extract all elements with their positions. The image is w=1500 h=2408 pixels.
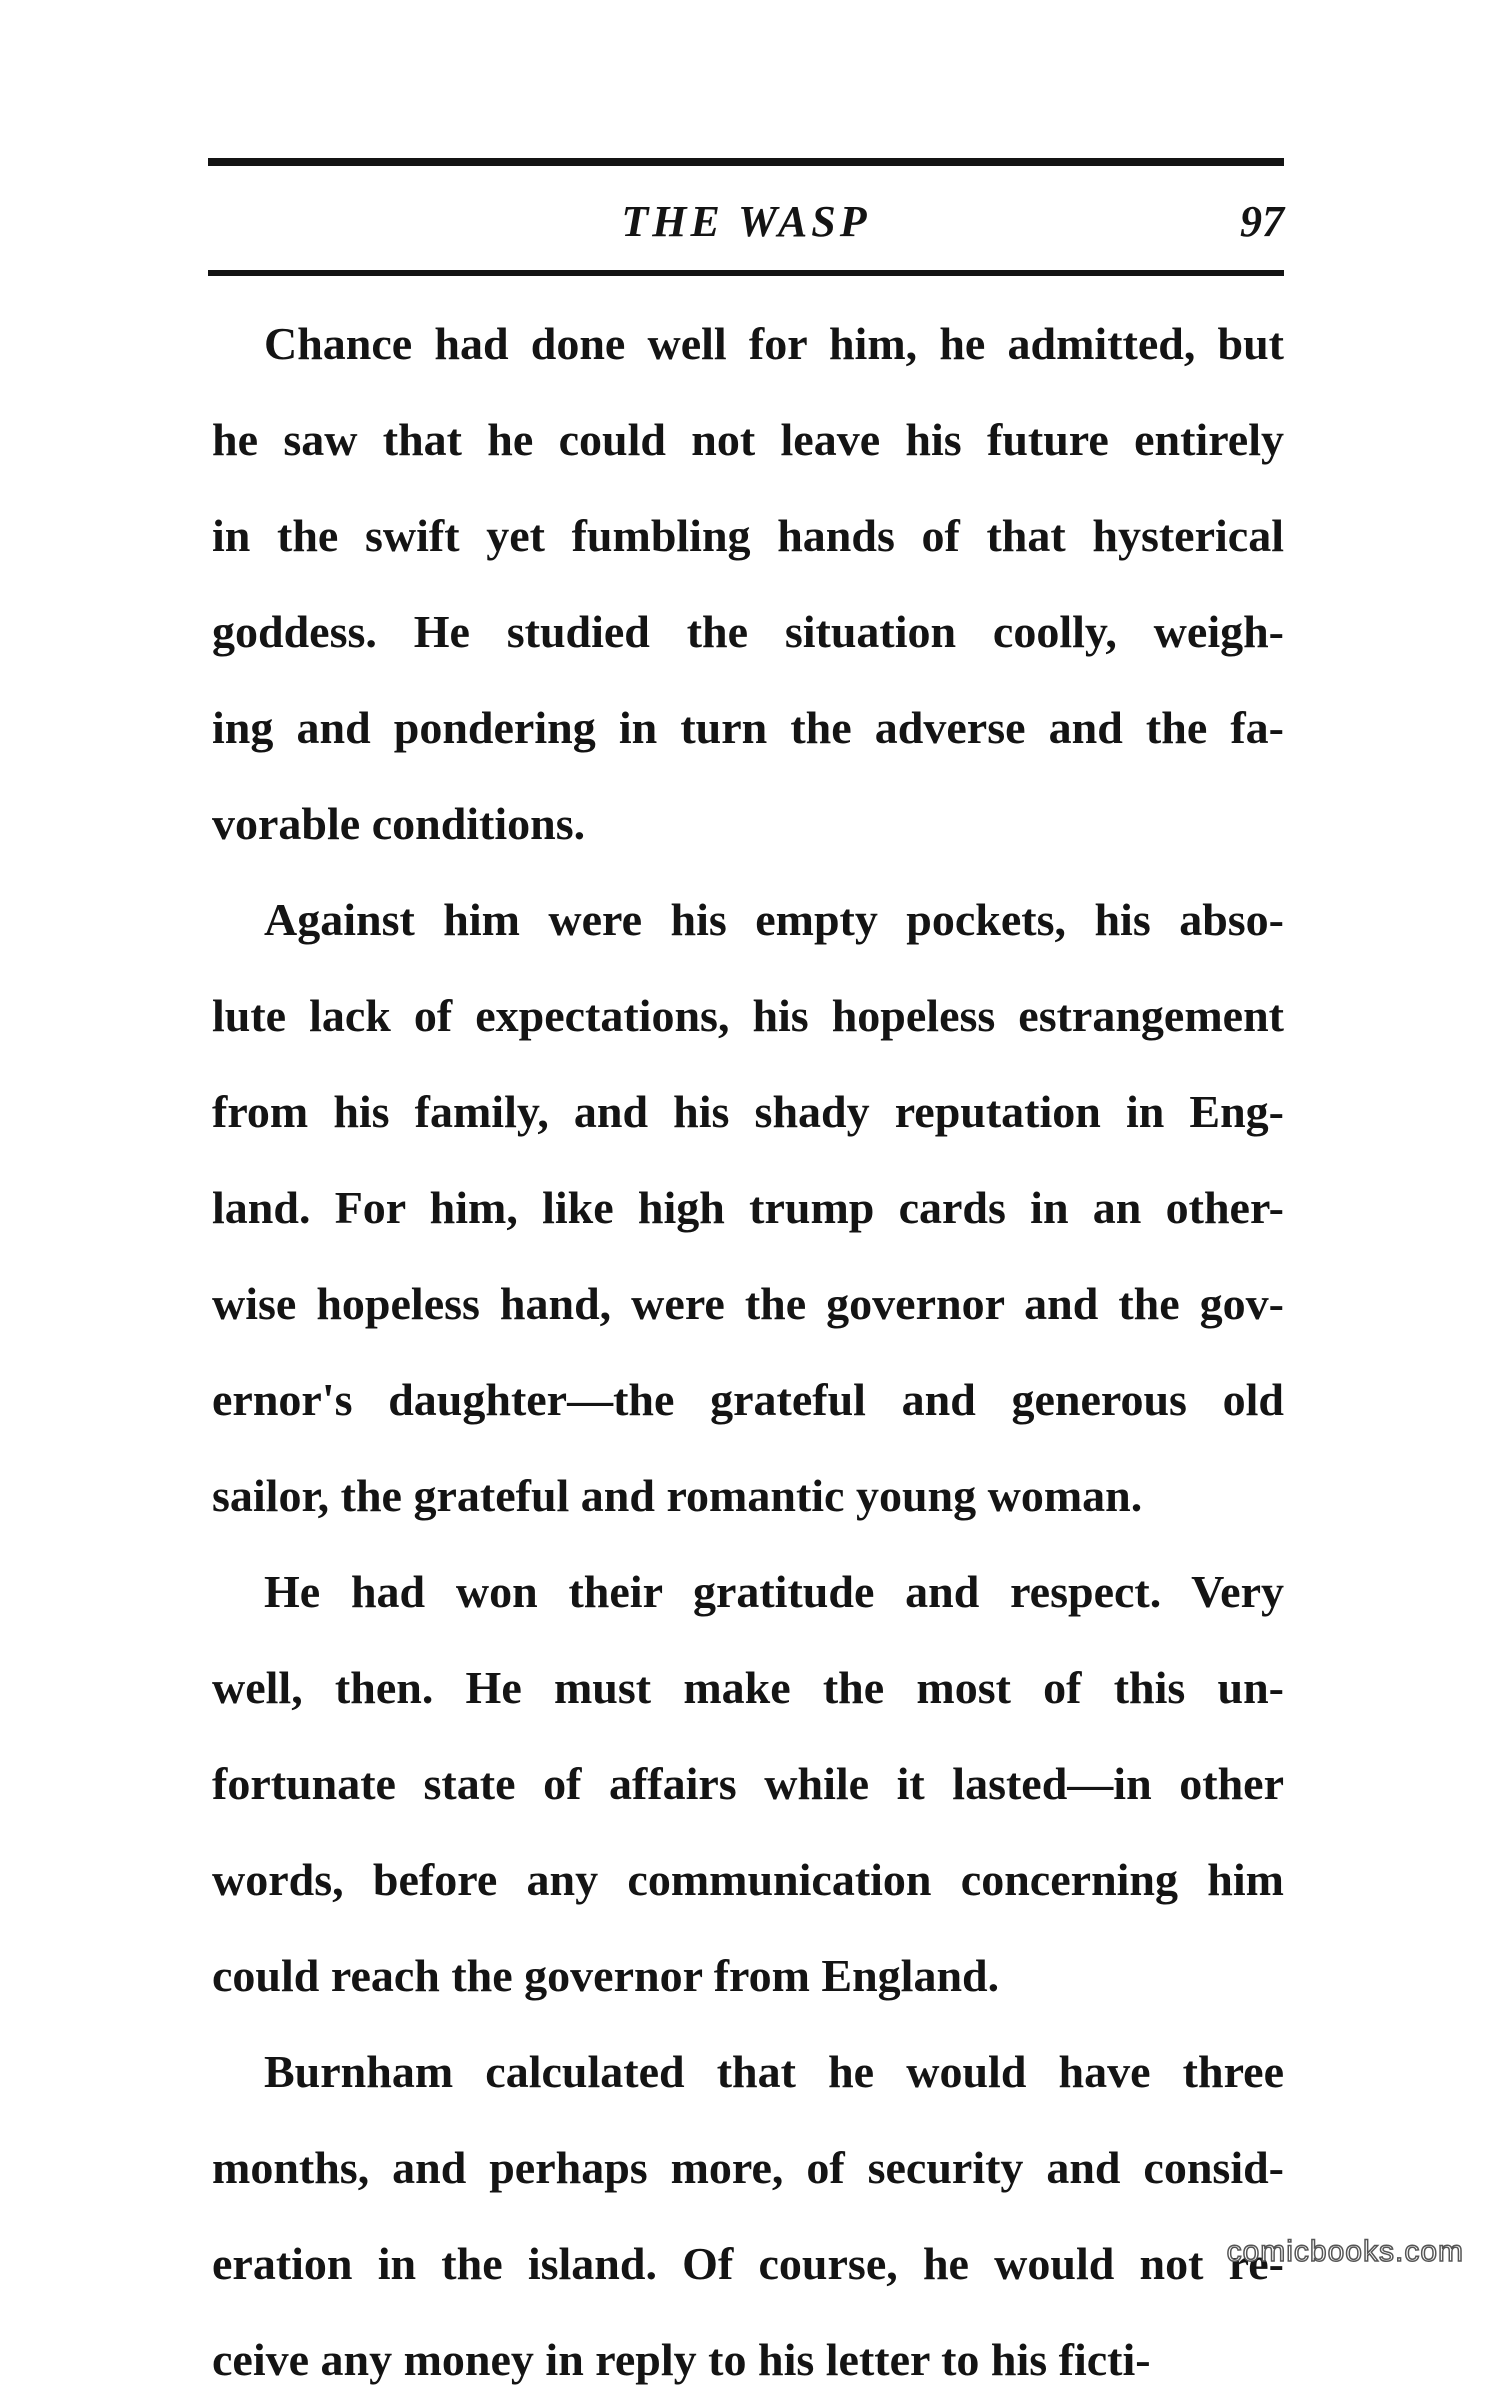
text-line: ernor's daughter—the grateful and generous old xyxy=(212,1374,1284,1425)
paragraph xyxy=(212,872,1284,1544)
text-line: ing and pondering in turn the adverse and the fa- xyxy=(212,702,1284,753)
body-text xyxy=(212,296,1284,2408)
text-line: land. For him, like high trump cards in an other- xyxy=(212,1182,1284,1233)
text-line: months, and perhaps more, of security and consid- xyxy=(212,2142,1284,2193)
text-line: Chance had done well for him, he admitted, but xyxy=(264,318,1284,369)
paragraph xyxy=(212,296,1284,872)
text-line: he saw that he could not leave his future entirely xyxy=(212,414,1284,465)
running-head xyxy=(208,190,1284,254)
text-line: wise hopeless hand, were the governor and the gov- xyxy=(212,1278,1284,1329)
watermark: comicbooks.com xyxy=(1226,2235,1464,2268)
text-line: lute lack of expectations, his hopeless estrangement xyxy=(212,990,1284,1041)
text-line: vorable conditions. xyxy=(212,798,586,849)
text-line: well, then. He must make the most of this un- xyxy=(212,1662,1284,1713)
text-line: Burnham calculated that he would have three xyxy=(264,2046,1284,2097)
text-line: ceive any money in reply to his letter to his ficti- xyxy=(212,2334,1151,2385)
page-number: 97 xyxy=(1240,197,1284,246)
paragraph xyxy=(212,1544,1284,2024)
text-line: from his family, and his shady reputation in Eng- xyxy=(212,1086,1284,1137)
text-line: Against him were his empty pockets, his abso- xyxy=(264,894,1284,945)
text-line: words, before any communication concerning him xyxy=(212,1854,1284,1905)
paragraph xyxy=(212,2024,1284,2408)
header-rule-bottom xyxy=(208,270,1284,276)
text-line: sailor, the grateful and romantic young woman. xyxy=(212,1470,1143,1521)
text-line: fortunate state of affairs while it lasted—in other xyxy=(212,1758,1284,1809)
text-line: in the swift yet fumbling hands of that hysterical xyxy=(212,510,1284,561)
text-line: eration in the island. Of course, he would not re- xyxy=(212,2238,1284,2289)
running-title: THE WASP xyxy=(621,197,871,246)
header-rule-top xyxy=(208,158,1284,166)
text-line: goddess. He studied the situation coolly, weigh- xyxy=(212,606,1284,657)
text-line: could reach the governor from England. xyxy=(212,1950,1000,2001)
text-line: He had won their gratitude and respect. Very xyxy=(264,1566,1284,1617)
